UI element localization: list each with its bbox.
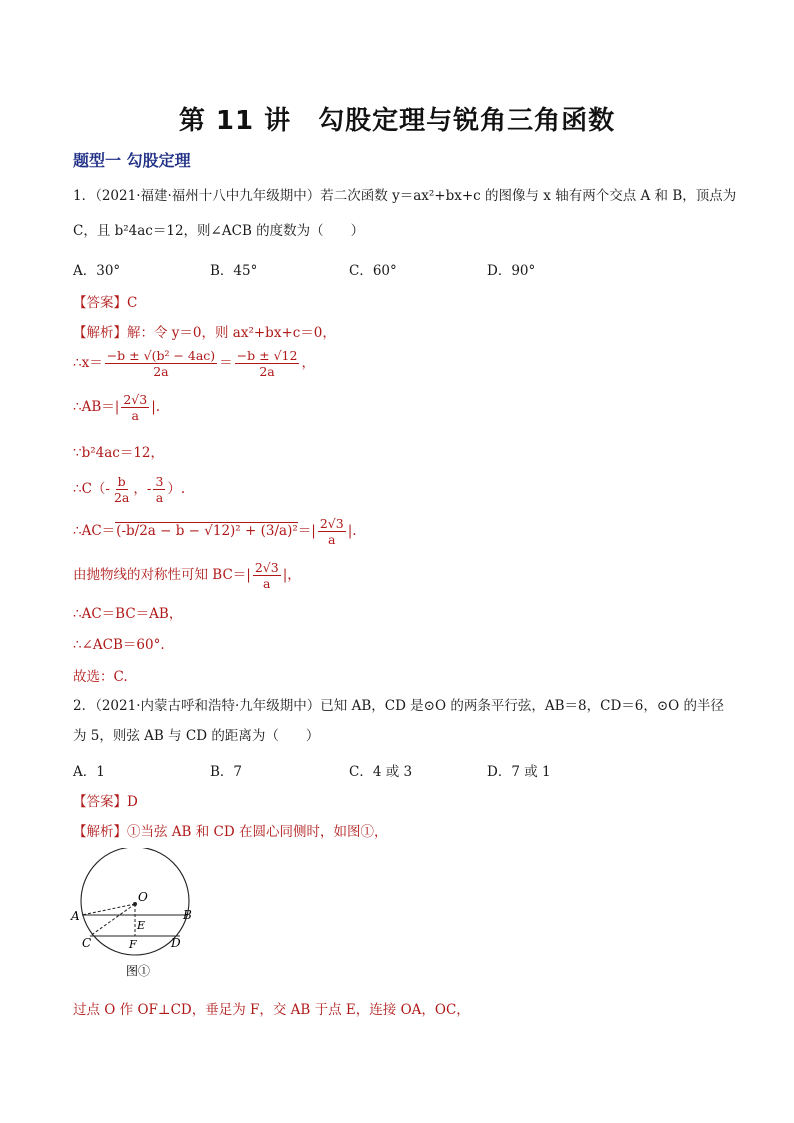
label-e: E [137,919,146,932]
q1-fraction-numerator: 2√3 [319,516,344,531]
q2-option-a: A．1 [73,764,105,780]
figure-caption: 图① [126,964,151,978]
q1-sol-l6-prefix: ∴AC＝ [73,523,116,539]
q1-solution-line4: ∵b²4ac＝12， [73,445,165,461]
q1-fraction-vertex-x [112,474,131,505]
label-b: B [183,908,192,922]
page-title: 第 11 讲 勾股定理与锐角三角函数 [178,106,616,136]
q1-solution-line8: ∴AC＝BC＝AB， [73,606,183,622]
q1-fraction-denominator: 2a [113,490,130,505]
q2-solution-line1: 【解析】①当弦 AB 和 CD 在圆心同侧时，如图①， [73,824,388,840]
q1-fraction-denominator: a [131,408,139,423]
q1-solution-line3 [73,392,160,423]
q1-sol-l2-prefix: ∴x＝ [73,355,103,371]
q1-sol-l2-equals: ＝ [219,355,233,371]
label-o: O [138,890,148,904]
center-point-o [133,902,137,906]
q1-fraction-numerator: −b ± √12 [236,348,298,363]
q1-fraction-numerator: 2√3 [123,392,148,407]
q1-solution-line2 [73,348,315,379]
q1-fraction-bc [253,560,281,591]
q1-fraction-numerator: b [117,474,126,489]
q1-option-b: B．45° [210,263,258,279]
q1-sol-l6-end: |. [347,523,357,539]
q1-sol-l7-end: |， [282,567,301,583]
q2-answer: 【答案】D [73,794,138,810]
circle-chords-figure [68,848,208,983]
q1-sol-l3-prefix: ∴AB＝| [73,399,120,415]
q2-solution-line2: 过点 O 作 OF⊥CD，垂足为 F，交 AB 于点 E，连接 OA，OC， [73,1002,470,1018]
q1-fraction-numerator: 3 [155,474,164,489]
q1-fraction-denominator: 2a [259,364,275,379]
q1-solution-line5 [73,474,185,505]
q1-solution-line1: 【解析】解：令 y＝0，则 ax²+bx+c＝0， [73,325,336,341]
label-f: F [129,938,137,951]
q1-option-a: A．30° [73,263,121,279]
q2-option-b: B．7 [210,764,243,780]
section-heading: 题型一 勾股定理 [73,151,191,170]
q1-solution-line10: 故选：C. [73,669,128,685]
q1-fraction-simplified [235,348,300,379]
q1-sol-l2-end: ， [301,355,315,371]
q1-sol-l6-equals: ＝| [297,523,316,539]
segment-oc [90,904,135,936]
q1-radical-expression: (-b/2a − b − √12)² + (3/a)² [116,523,298,539]
segment-oa [82,904,135,915]
q1-stem-line2: C，且 b²4ac＝12，则∠ACB 的度数为（ ） [73,223,365,239]
q1-option-c: C．60° [349,263,397,279]
label-a: A [71,909,80,923]
q1-answer: 【答案】C [73,295,138,311]
q2-option-c: C．4 或 3 [349,764,413,780]
q1-fraction-numerator: −b ± √(b² − 4ac) [106,348,216,363]
q1-fraction-denominator: a [155,490,164,505]
label-d: D [171,936,181,950]
q1-solution-line6 [73,516,357,547]
q2-option-d: D．7 或 1 [487,764,551,780]
q1-stem-line1: 1．（2021·福建·福州十八中九年级期中）若二次函数 y＝ax²+bx+c 的图像与 x 轴有两个交点 A 和 B，顶点为 [73,188,737,204]
q1-solution-line9: ∴∠ACB＝60°. [73,637,165,653]
q1-fraction-ac [318,516,346,547]
q1-fraction-quadratic-formula [105,348,217,379]
q1-sol-l5-end: ）. [167,481,186,497]
q1-sol-l3-end: |. [151,399,161,415]
q1-fraction-ab [121,392,149,423]
q1-sol-l7-prefix: 由抛物线的对称性可知 BC＝| [73,567,251,583]
q2-stem-line1: 2．（2021·内蒙古呼和浩特·九年级期中）已知 AB，CD 是⊙O 的两条平行弦，AB＝8，CD＝6，⊙O 的半径 [73,698,725,714]
q1-sol-l5-prefix: ∴C（- [73,481,110,497]
q1-sol-l5-mid: ，- [133,481,152,497]
q2-stem-line2: 为 5，则弦 AB 与 CD 的距离为（ ） [73,728,320,744]
q1-fraction-numerator: 2√3 [254,560,279,575]
q1-fraction-denominator: a [263,576,271,591]
q1-fraction-vertex-y [153,474,165,505]
q1-solution-line7 [73,560,301,591]
q1-fraction-denominator: 2a [153,364,169,379]
q1-fraction-denominator: a [328,532,336,547]
q1-option-d: D．90° [487,263,536,279]
label-c: C [82,936,92,950]
